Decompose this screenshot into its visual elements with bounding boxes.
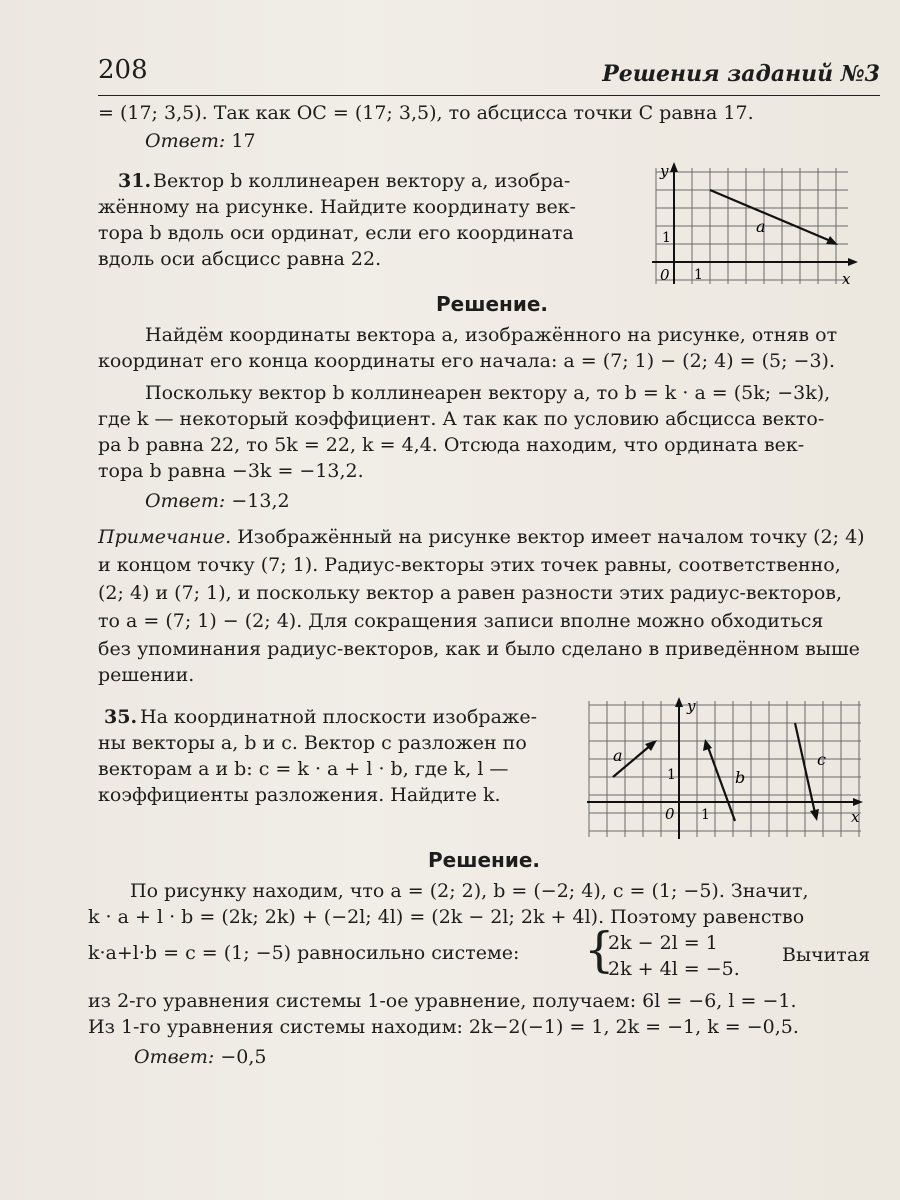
note-text: Изображённый на рисунке вектор имеет началом точку (2; 4): [231, 526, 865, 548]
note-line-1: [98, 524, 865, 550]
sol35-line-1: По рисунку находим, что a = (2; 2), b = (−2; 4), c = (1; −5). Значит,: [130, 880, 809, 902]
sol31-line-6: тора b равна −3k = −13,2.: [98, 460, 364, 482]
answer-label: Ответ:: [145, 490, 226, 512]
answer-31: [145, 488, 290, 514]
running-head: Решения заданий №3: [602, 61, 880, 87]
y-tick-label: 1: [662, 230, 671, 246]
sol31-line-2: координат его конца координаты его начала: a = (7; 1) − (2; 4) = (5; −3).: [98, 350, 836, 372]
x-axis-arrow: [848, 258, 858, 266]
answer-value: −0,5: [220, 1046, 267, 1068]
task35-figure: [585, 695, 870, 845]
note-line-3: (2; 4) и (7; 1), и поскольку вектор a равен разности этих радиус-векторов,: [98, 582, 843, 604]
note-line-4: то a = (7; 1) − (2; 4). Для сокращения записи вполне можно обходиться: [98, 610, 824, 632]
grid: [589, 701, 861, 837]
answer-label: Ответ:: [145, 130, 226, 152]
task31-line-4: вдоль оси абсцисс равна 22.: [98, 248, 382, 270]
note-line-6: решении.: [98, 664, 195, 686]
task35-number: 35.: [104, 706, 138, 728]
y-axis-label: y: [687, 697, 696, 715]
x-tick-label: 1: [694, 267, 703, 283]
y-tick-label: 1: [667, 767, 676, 783]
task31-figure: [648, 160, 864, 290]
vector-b-label: b: [735, 768, 746, 787]
vector-a-label: a: [756, 217, 766, 236]
note-line-2: и концом точку (7; 1). Радиус-векторы этих точек равны, соответственно,: [98, 554, 841, 576]
x-axis-label: x: [842, 270, 851, 288]
y-axis-label: y: [660, 162, 669, 180]
grid: [656, 168, 848, 284]
page-header: [98, 55, 880, 96]
system-eq-1: 2k − 2l = 1: [608, 932, 718, 954]
task31-number: 31.: [118, 170, 152, 192]
task35-line-2: ны векторы a, b и c. Вектор c разложен по: [98, 732, 527, 754]
system-eq-2: 2k + 4l = −5.: [608, 958, 740, 980]
x-axis-label: x: [851, 808, 860, 826]
sol31-line-3: Поскольку вектор b коллинеарен вектору a, то b = k · a = (5k; −3k),: [145, 382, 831, 404]
sol31-line-1: Найдём координаты вектора a, изображённого на рисунке, отняв от: [145, 324, 838, 346]
note-label: Примечание.: [98, 526, 232, 548]
x-tick-label: 1: [701, 807, 710, 823]
solution-title-31: Решение.: [436, 292, 549, 316]
x-axis-arrow: [853, 798, 863, 806]
task35-line-4: коэффициенты разложения. Найдите k.: [98, 784, 501, 806]
vector-c-label: c: [817, 750, 826, 769]
top-answer: [145, 128, 256, 154]
answer-label: Ответ:: [134, 1046, 215, 1068]
note-line-5: без упоминания радиус-векторов, как и было сделано в приведённом выше: [98, 638, 860, 660]
answer-35: [134, 1044, 267, 1070]
origin-label: 0: [660, 266, 670, 284]
sol35-line-3: k·a+l·b = c = (1; −5) равносильно системе:: [88, 942, 520, 964]
task35-line-1: На координатной плоскости изображе-: [140, 706, 538, 728]
solution-title-35: Решение.: [428, 848, 541, 872]
sol31-line-5: ра b равна 22, то 5k = 22, k = 4,4. Отсюда находим, что ордината век-: [98, 434, 805, 456]
task35-line-3: векторам a и b: c = k · a + l · b, где k, l —: [98, 758, 509, 780]
task31-line-2: жённому на рисунке. Найдите координату век-: [98, 196, 576, 218]
vector-c-arrowhead: [810, 809, 819, 821]
sol31-line-4: где k — некоторый коэффициент. А так как по условию абсцисса векто-: [98, 408, 825, 430]
page-number: 208: [98, 55, 148, 85]
system-brace: {: [584, 922, 615, 978]
y-axis-arrow: [670, 162, 678, 172]
sol35-line-5: Из 1-го уравнения системы находим: 2k−2(−1) = 1, 2k = −1, k = −0,5.: [88, 1016, 799, 1038]
task31-line-3: тора b вдоль оси ординат, если его координата: [98, 222, 574, 244]
origin-label: 0: [665, 805, 675, 823]
top-line: = (17; 3,5). Так как OC = (17; 3,5), то абсцисса точки C равна 17.: [98, 102, 754, 124]
answer-value: −13,2: [231, 490, 290, 512]
vector-b: [708, 747, 735, 821]
sol35-line-4: из 2-го уравнения системы 1-ое уравнение, получаем: 6l = −6, l = −1.: [88, 990, 797, 1012]
task31-line-1: Вектор b коллинеарен вектору a, изобра-: [153, 170, 571, 192]
vector-a-label: a: [613, 746, 623, 765]
sol35-line-2: k · a + l · b = (2k; 2k) + (−2l; 4l) = (2k − 2l; 2k + 4l). Поэтому равенство: [88, 906, 805, 928]
after-system-text: Вычитая: [782, 944, 871, 966]
answer-value: 17: [231, 130, 256, 152]
y-axis-arrow: [675, 697, 683, 707]
